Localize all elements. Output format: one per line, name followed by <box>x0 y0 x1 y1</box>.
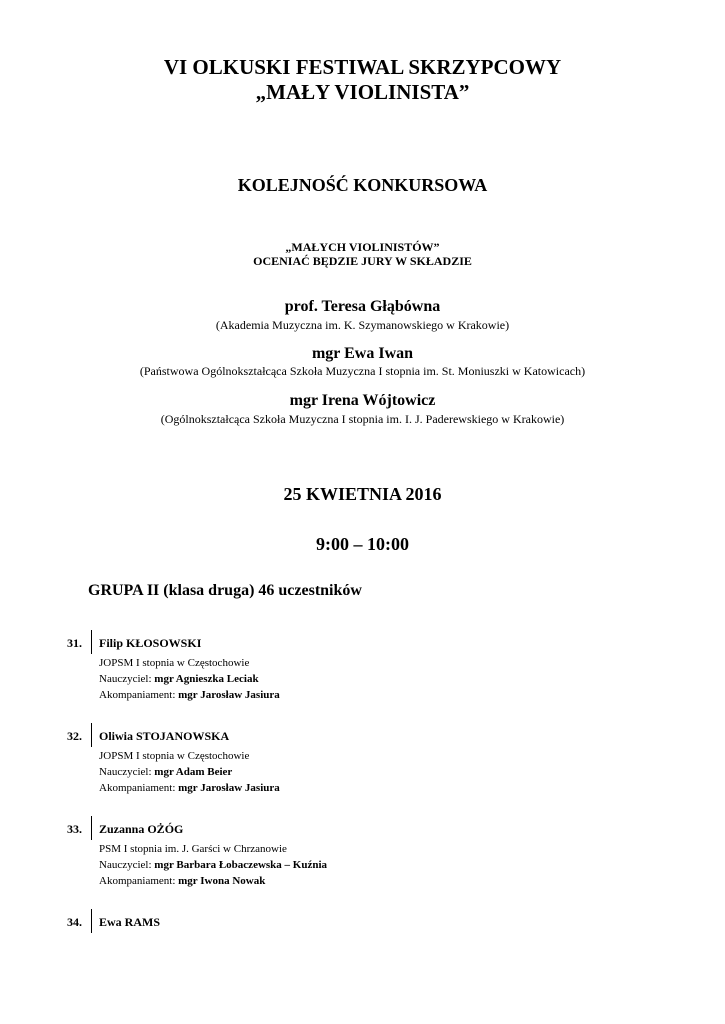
participant-name: Zuzanna OŻÓG <box>99 822 184 836</box>
accompanist-label: Akompaniament: <box>99 689 179 701</box>
entry-number: 34. <box>67 915 82 929</box>
participant-school: JOPSM I stopnia w Częstochowie <box>99 750 250 762</box>
jury-member-institution: (Ogólnokształcąca Szkoła Muzyczna I stopnia im. I. J. Paderewskiego w Krakowie) <box>160 412 565 426</box>
entry-divider <box>91 630 92 654</box>
participant-teacher <box>99 859 327 871</box>
entry-number: 32. <box>67 729 82 743</box>
participant-name: Oliwia STOJANOWSKA <box>99 729 230 743</box>
participant-school: PSM I stopnia im. J. Garści w Chrzanowie <box>99 843 287 855</box>
accompanist-label: Akompaniament: <box>99 875 179 887</box>
section-title: KOLEJNOŚĆ KONKURSOWA <box>237 175 488 195</box>
entry-number: 31. <box>67 636 82 650</box>
teacher-name: mgr Adam Beier <box>154 766 233 778</box>
teacher-name: mgr Agnieszka Leciak <box>154 673 259 685</box>
teacher-label: Nauczyciel: <box>99 859 155 871</box>
festival-title-line1: VI OLKUSKI FESTIWAL SKRZYPCOWY <box>163 55 562 79</box>
teacher-label: Nauczyciel: <box>99 766 155 778</box>
entry-divider <box>91 723 92 747</box>
participant-teacher <box>99 673 259 685</box>
accompanist-name: mgr Jarosław Jasiura <box>178 689 280 701</box>
participant-accompanist <box>99 875 265 887</box>
competition-time: 9:00 – 10:00 <box>316 534 409 554</box>
intro-line2: OCENIAĆ BĘDZIE JURY W SKŁADZIE <box>253 254 472 268</box>
participant-accompanist <box>99 689 280 701</box>
entry-divider <box>91 816 92 840</box>
competition-date: 25 KWIETNIA 2016 <box>283 484 442 504</box>
jury-member-name: prof. Teresa Głąbówna <box>284 298 441 315</box>
jury-member-institution: (Akademia Muzyczna im. K. Szymanowskiego w Krakowie) <box>215 318 510 332</box>
jury-member-institution: (Państwowa Ogólnokształcąca Szkoła Muzyczna I stopnia im. St. Moniuszki w Katowicach) <box>139 364 586 378</box>
entry-divider <box>91 909 92 933</box>
intro-line1: „MAŁYCH VIOLINISTÓW” <box>285 240 440 254</box>
jury-member-name: mgr Irena Wójtowicz <box>289 392 436 409</box>
jury-member-name: mgr Ewa Iwan <box>311 345 414 362</box>
participant-teacher <box>99 766 232 778</box>
entry-number: 33. <box>67 822 82 836</box>
teacher-label: Nauczyciel: <box>99 673 155 685</box>
teacher-name: mgr Barbara Łobaczewska – Kuźnia <box>154 859 328 871</box>
group-heading: GRUPA II (klasa druga) 46 uczestników <box>88 582 362 599</box>
participant-name: Ewa RAMS <box>99 915 161 929</box>
festival-title-line2: „MAŁY VIOLINISTA” <box>255 80 470 104</box>
accompanist-name: mgr Jarosław Jasiura <box>178 782 280 794</box>
participant-school: JOPSM I stopnia w Częstochowie <box>99 657 250 669</box>
accompanist-label: Akompaniament: <box>99 782 179 794</box>
participant-accompanist <box>99 782 280 794</box>
participant-name: Filip KŁOSOWSKI <box>99 636 202 650</box>
accompanist-name: mgr Iwona Nowak <box>178 875 266 887</box>
